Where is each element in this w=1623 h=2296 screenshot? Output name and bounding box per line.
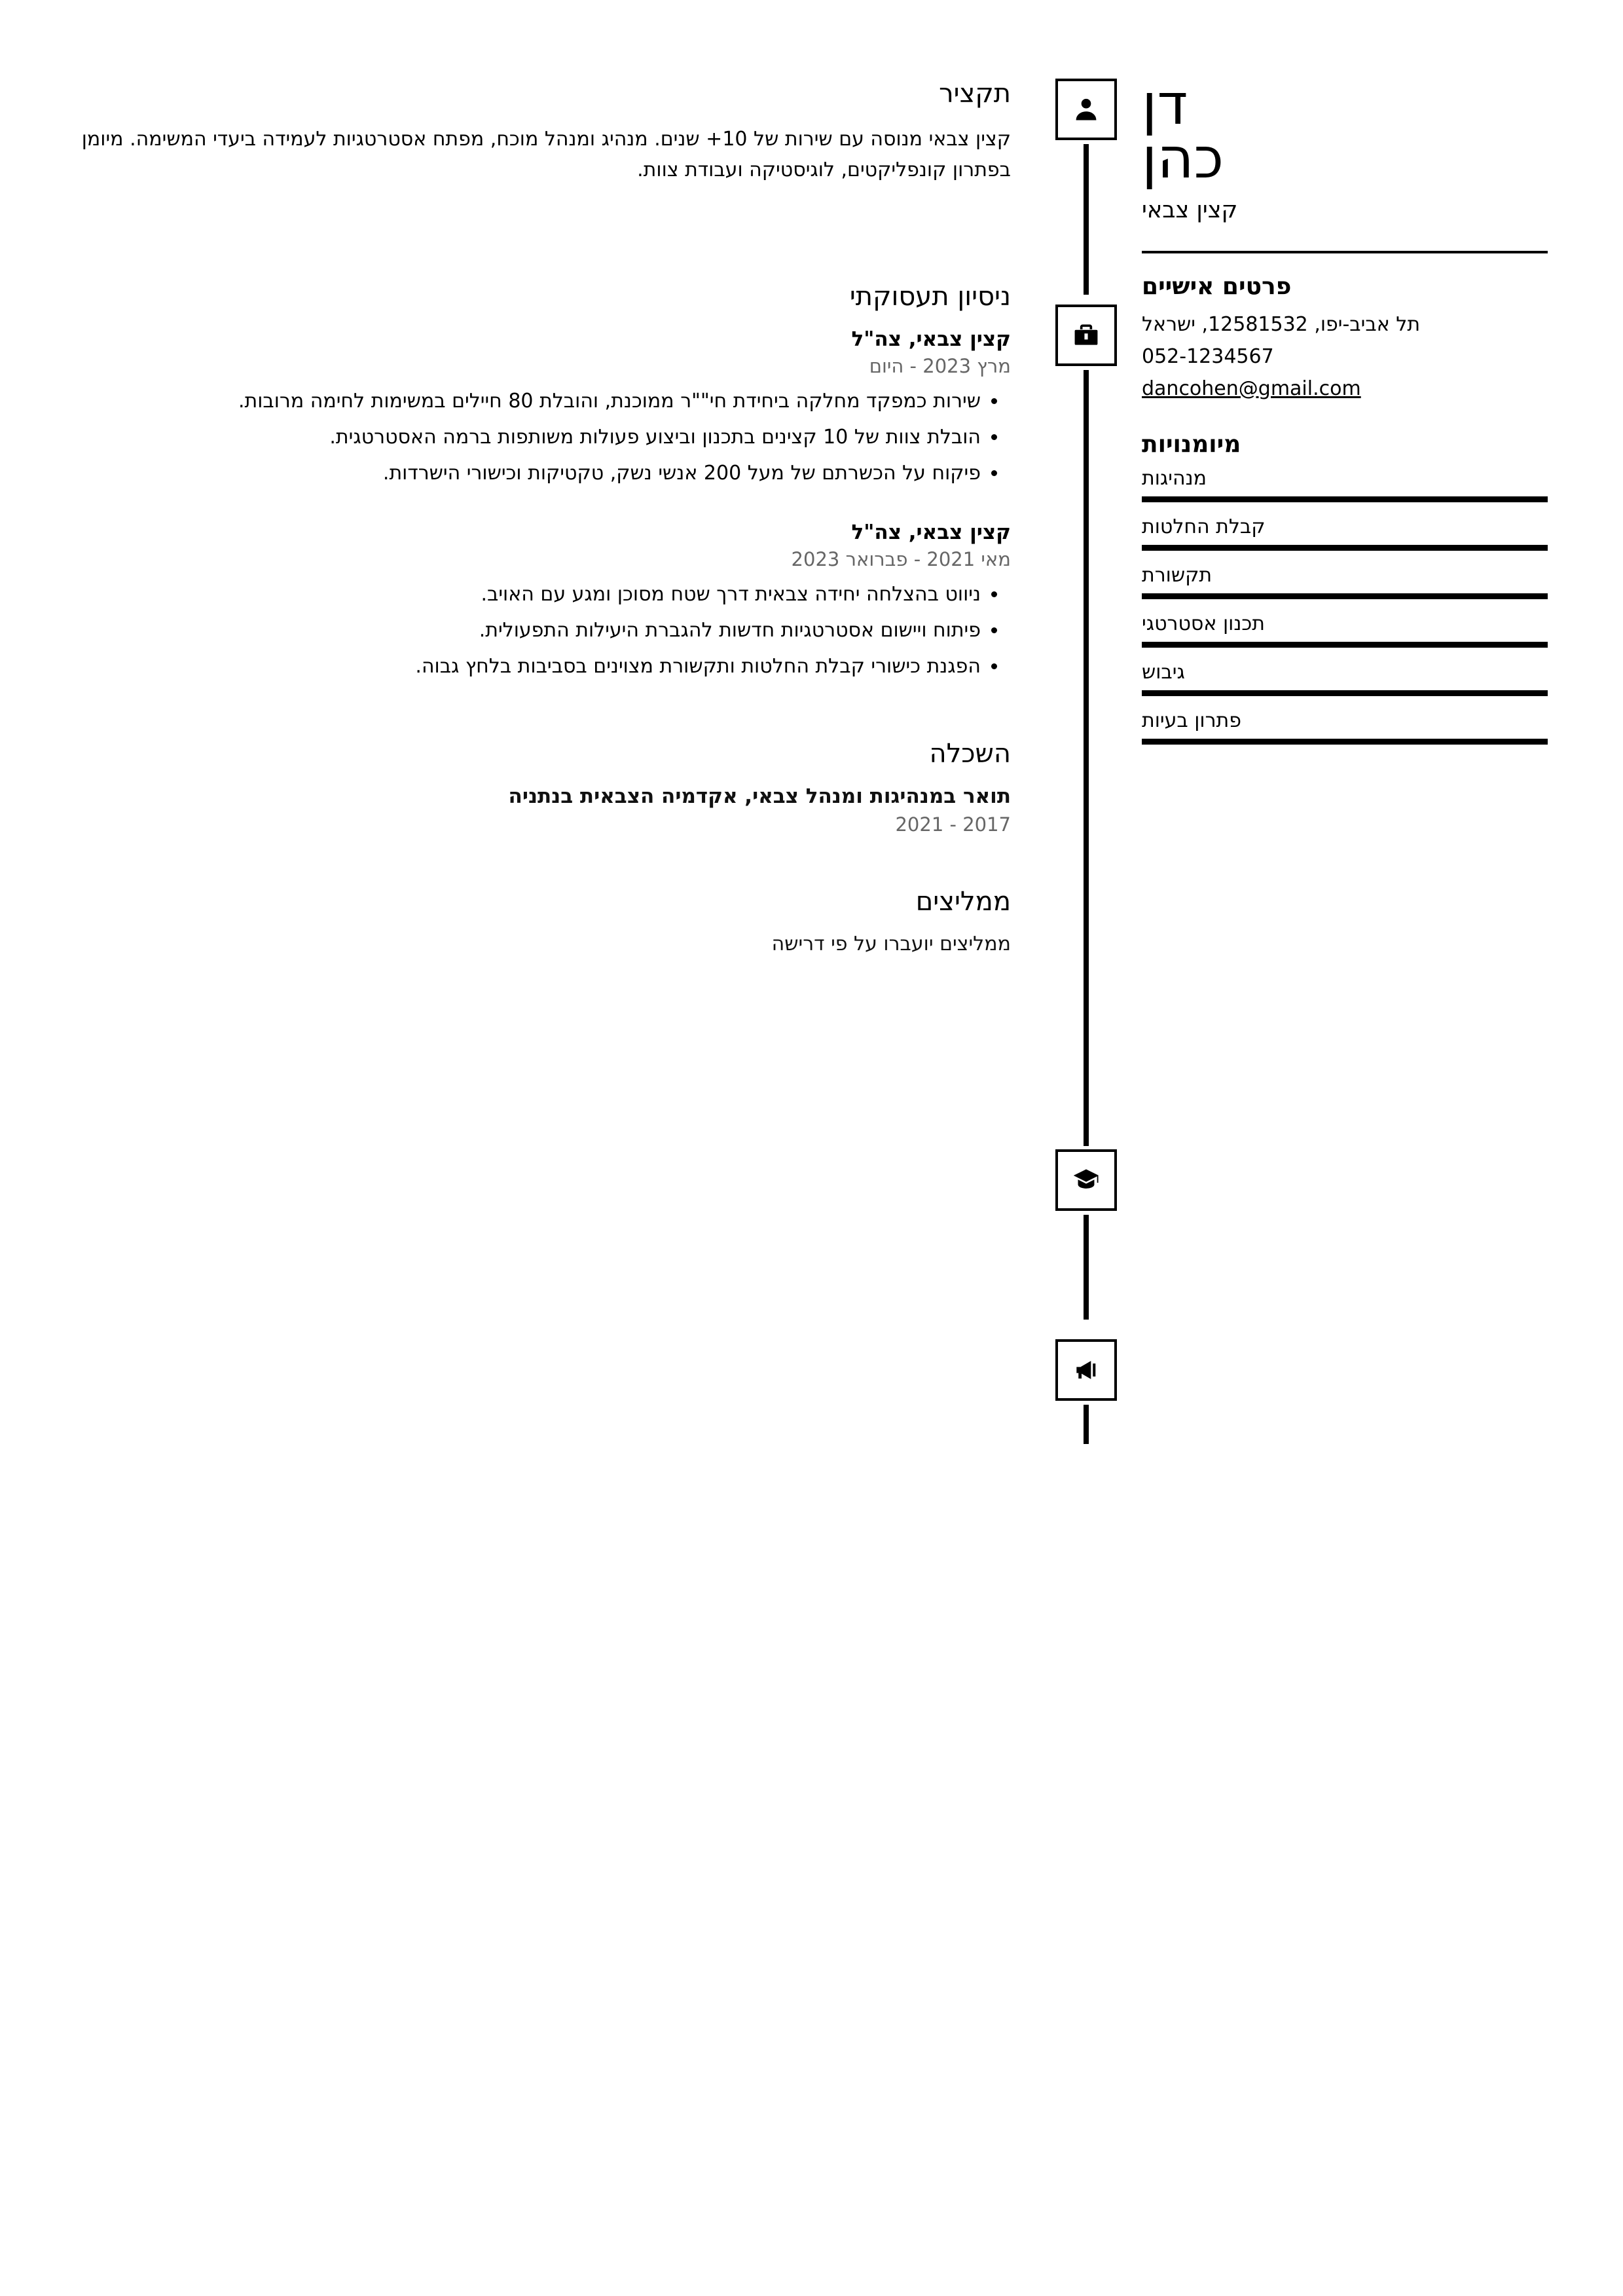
skill-label: פתרון בעיות — [1142, 709, 1241, 733]
summary-title: תקציר — [939, 79, 1011, 109]
experience-bullets — [69, 386, 1011, 488]
skill-entry — [1142, 467, 1548, 502]
section-experience — [69, 282, 1011, 681]
sidebar-column — [1142, 72, 1561, 955]
megaphone-icon — [1055, 1339, 1117, 1401]
skill-entry — [1142, 515, 1548, 551]
education-dates: 2017 - 2021 — [895, 813, 1011, 836]
timeline-track — [1030, 79, 1142, 955]
list-item: • שירות כמפקד מחלקה ביחידת חי""ר ממוכנת, והובלת 80 חיילים במשימות לחימה מרובות. — [69, 386, 981, 416]
personal-details-heading: פרטים אישיים — [1142, 273, 1292, 301]
education-degree: תואר במנהיגות ומנהל צבאי, אקדמיה הצבאית בנתניה — [508, 785, 1011, 808]
email-link[interactable]: dancohen@gmail.com — [1142, 377, 1361, 400]
briefcase-icon — [1055, 305, 1117, 366]
address-text: תל אביב-יפו, 12581532, ישראל — [1142, 313, 1421, 337]
last-name: כהן — [1142, 125, 1224, 191]
skill-entry — [1142, 564, 1548, 599]
skill-label: קבלת החלטות — [1142, 515, 1266, 539]
skill-label: גיבוש — [1142, 661, 1185, 684]
skill-label: תכנון אסטרטגי — [1142, 612, 1265, 636]
skill-entry — [1142, 661, 1548, 696]
experience-entry — [69, 521, 1011, 681]
skill-level-bar — [1142, 593, 1548, 599]
section-references — [69, 887, 1011, 955]
section-summary — [69, 79, 1011, 242]
experience-entry — [69, 327, 1011, 488]
main-column — [62, 79, 1030, 955]
education-title: השכלה — [929, 739, 1011, 769]
job-title: קצין צבאי — [1142, 197, 1238, 224]
name-block — [1142, 72, 1548, 224]
experience-dates: מאי 2021 - פברואר 2023 — [791, 548, 1011, 570]
skills-heading: מיומנויות — [1142, 431, 1241, 458]
person-icon — [1055, 79, 1117, 140]
summary-text: קצין צבאי מנוסה עם שירות של 10+ שנים. מנהיג ומנהל מוכח, מפתח אסטרטגיות לעמידה ביעדי המשימה. מיומן בפתרון קונפליקטים, לוגיסטיקה ועבודת צוות. — [81, 128, 1011, 181]
list-item: • הפגנת כישורי קבלת החלטות ותקשורת מצוינים בסביבות בלחץ גבוה. — [69, 652, 981, 681]
experience-role: קצין צבאי, צה"ל — [851, 327, 1011, 351]
timeline-segment — [1084, 1215, 1089, 1320]
first-name: דן — [1142, 72, 1188, 138]
references-title: ממליצים — [915, 887, 1011, 917]
experience-title: ניסיון תעסוקתי — [849, 282, 1011, 312]
section-education — [69, 739, 1011, 836]
skill-level-bar — [1142, 690, 1548, 696]
divider — [1142, 251, 1548, 253]
skill-level-bar — [1142, 496, 1548, 502]
skill-label: תקשורת — [1142, 564, 1213, 587]
list-item: • פיתוח ויישום אסטרטגיות חדשות להגברת היעילות התפעולית. — [69, 616, 981, 645]
skill-level-bar — [1142, 545, 1548, 551]
experience-role: קצין צבאי, צה"ל — [851, 521, 1011, 544]
skill-label: מנהיגות — [1142, 467, 1207, 491]
skills-list — [1142, 467, 1548, 745]
list-item: • הובלת צוות של 10 קצינים בתכנון וביצוע פעולות משותפות ברמה האסטרטגית. — [69, 422, 981, 452]
graduation-cap-icon — [1055, 1149, 1117, 1211]
personal-details-section — [1142, 273, 1548, 405]
spacer — [69, 242, 1011, 282]
spacer — [69, 494, 1011, 517]
skill-entry — [1142, 612, 1548, 648]
experience-bullets — [69, 580, 1011, 681]
list-item: • ניווט בהצלחה יחידה צבאית דרך שטח מסוכן ומגע עם האויב. — [69, 580, 981, 609]
list-item: • פיקוח על הכשרתם של מעל 200 אנשי נשק, טקטיקות וכישורי הישרדות. — [69, 458, 981, 488]
skill-level-bar — [1142, 642, 1548, 648]
experience-dates: מרץ 2023 - היום — [869, 355, 1011, 377]
timeline-segment — [1084, 370, 1089, 1146]
skill-entry — [1142, 709, 1548, 745]
skills-section — [1142, 431, 1548, 745]
timeline-segment — [1084, 144, 1089, 295]
timeline-segment — [1084, 1405, 1089, 1444]
spacer — [69, 836, 1011, 887]
education-entry — [69, 785, 1011, 836]
resume-layout — [0, 0, 1623, 955]
skill-level-bar — [1142, 739, 1548, 745]
phone-text: 052-1234567 — [1142, 344, 1274, 368]
spacer — [69, 688, 1011, 739]
timeline-column — [1030, 79, 1142, 955]
spacer — [1142, 405, 1548, 431]
references-text: ממליצים יועברו על פי דרישה — [771, 933, 1011, 955]
